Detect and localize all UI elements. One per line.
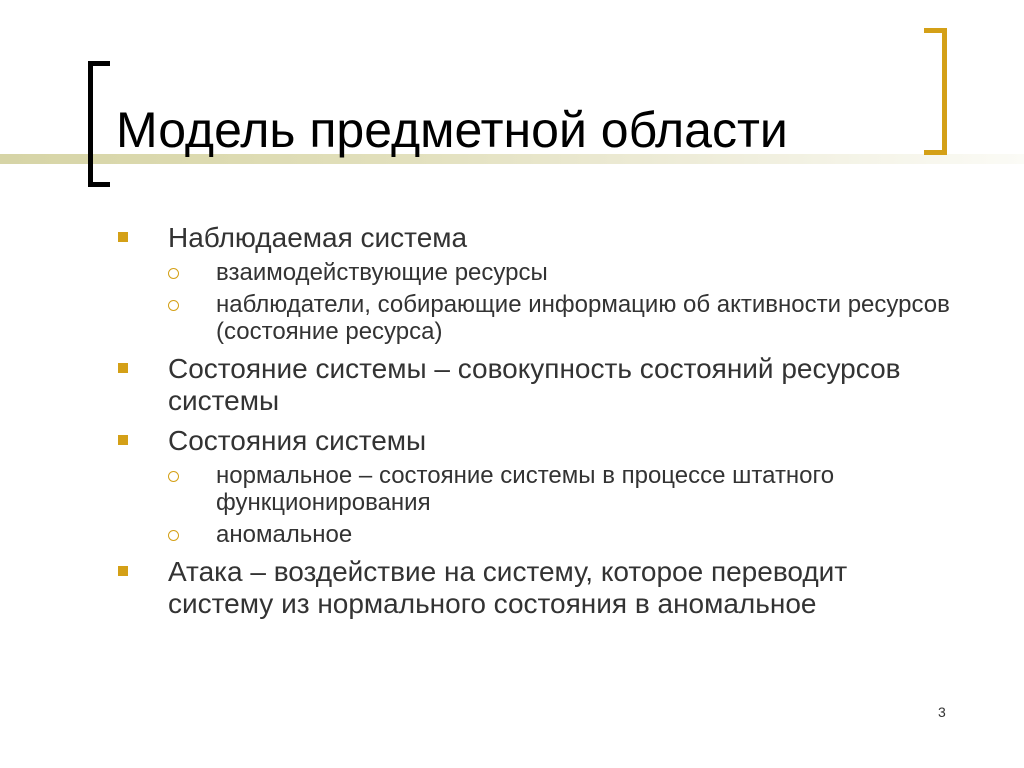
bullet-item [118, 425, 958, 457]
sub-bullet-item [118, 291, 958, 345]
bullet-text: Наблюдаемая система [168, 222, 468, 253]
circle-bullet-icon [168, 300, 179, 311]
circle-bullet-icon [168, 530, 179, 541]
circle-bullet-icon [168, 471, 179, 482]
slide-title: Модель предметной области [116, 102, 788, 158]
bullet-text: Состояния системы [168, 425, 427, 456]
bullet-text: Атака – воздействие на систему, которое переводит систему из нормального состояния в аномальное [168, 556, 848, 619]
sub-bullet-item [118, 462, 958, 516]
bullet-item [118, 353, 958, 417]
square-bullet-icon [118, 232, 128, 242]
bullet-text: Состояние системы – совокупность состояний ресурсов системы [168, 353, 901, 416]
bullet-item [118, 556, 958, 620]
sub-bullet-text: нормальное – состояние системы в процессе штатного функционирования [216, 462, 835, 516]
sub-bullet-text: взаимодействующие ресурсы [216, 259, 548, 286]
square-bullet-icon [118, 363, 128, 373]
square-bullet-icon [118, 566, 128, 576]
sub-bullet-item [118, 259, 958, 286]
page-number: 3 [938, 704, 946, 720]
sub-bullet-item [118, 521, 958, 548]
square-bullet-icon [118, 435, 128, 445]
right-bracket-decoration [924, 28, 947, 155]
circle-bullet-icon [168, 268, 179, 279]
sub-bullet-text: аномальное [216, 521, 353, 548]
bullet-item [118, 222, 958, 254]
left-bracket-decoration [88, 61, 110, 187]
bullet-list [118, 222, 958, 620]
sub-bullet-text: наблюдатели, собирающие информацию об активности ресурсов (состояние ресурса) [216, 291, 950, 345]
